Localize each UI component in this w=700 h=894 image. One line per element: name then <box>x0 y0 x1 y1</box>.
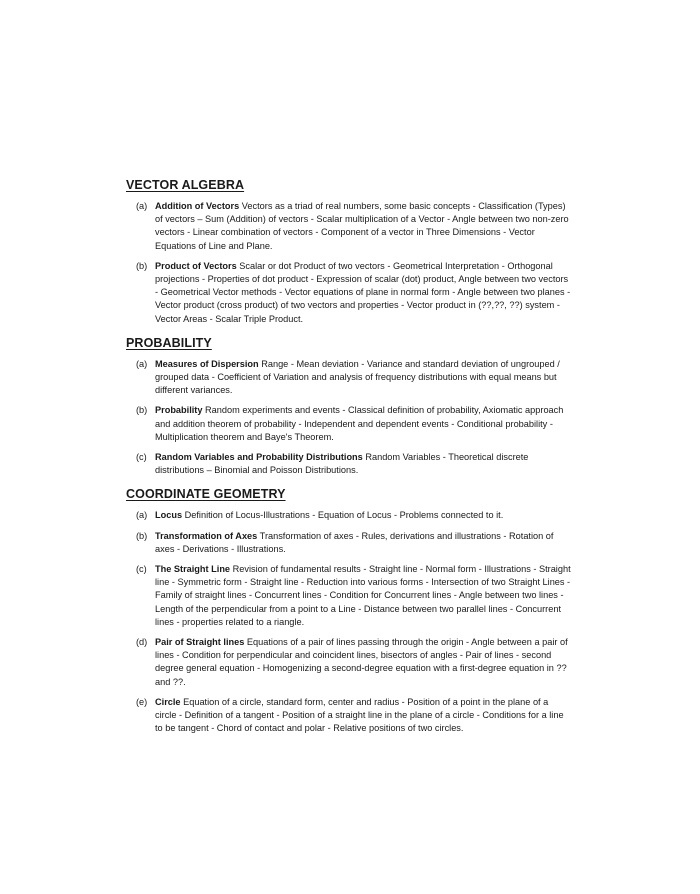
item-text <box>155 260 572 326</box>
section-title: VECTOR ALGEBRA <box>126 178 245 192</box>
list-item <box>126 358 572 398</box>
item-number: (b) <box>136 405 148 416</box>
section-vector-algebra <box>126 178 572 326</box>
item-body: Vectors as a triad of real numbers, some basic concepts - Classification (Types) of vectors – Sum (Addition) of vectors - Scalar multiplication of a Vector - Angle between two non-zero vectors - Linear combination of vectors - Component of a vector in Three Dimensions - Vector Equations of Line and Plane. <box>155 201 569 251</box>
item-heading: Addition of Vectors <box>155 201 240 211</box>
item-number: (b) <box>136 530 148 541</box>
item-text <box>155 636 572 689</box>
list-item <box>126 260 572 326</box>
list-item <box>126 200 572 253</box>
item-number: (c) <box>136 564 147 575</box>
item-text <box>155 563 572 629</box>
item-heading: Product of Vectors <box>155 260 237 271</box>
item-text <box>155 404 572 444</box>
syllabus-page <box>126 178 572 746</box>
item-text <box>155 200 572 253</box>
item-heading: The Straight Line <box>155 564 231 575</box>
item-heading: Measures of Dispersion <box>155 358 259 369</box>
item-number: (d) <box>136 637 148 648</box>
item-body: Equation of a circle, standard form, center and radius - Position of a point in the plane of a circle - Definition of a tangent - Position of a straight line in the plane of a circle - Conditions for a line to be tangent - Chord of contact and polar - Relative positions of two circles. <box>155 696 564 734</box>
item-body: Random Variables - Theoretical discrete distributions – Binomial and Poisson Distributions. <box>155 452 529 476</box>
list-item <box>126 509 572 522</box>
item-number: (a) <box>136 510 148 521</box>
item-number: (a) <box>136 358 148 369</box>
item-text <box>155 358 572 398</box>
list-item <box>126 404 572 444</box>
item-body: Revision of fundamental results - Straight line - Normal form - Illustrations - Straight line - Symmetric form - Straight line - Reduction into various forms - Intersection of two Straight Lines - Family of straight lines - Concurrent lines - Condition for Concurrent lines - Angle between two lines - Length of the perpendicular from a point to a Line - Distance between two parallel lines - Concurrent lines - properties related to a riangle. <box>155 564 571 627</box>
list-item <box>126 636 572 689</box>
section-coordinate-geometry <box>126 487 572 735</box>
item-text <box>155 696 572 736</box>
item-number: (a) <box>136 201 148 211</box>
item-heading: Locus <box>155 510 183 521</box>
item-heading: Probability <box>155 405 203 416</box>
item-number: (c) <box>136 452 147 463</box>
item-body: Range - Mean deviation - Variance and standard deviation of ungrouped / grouped data - Coefficient of Variation and analysis of frequency distributions with equal means but different variances. <box>155 358 560 396</box>
list-item <box>126 530 572 556</box>
item-body: Scalar or dot Product of two vectors - Geometrical Interpretation - Orthogonal projections - Properties of dot product - Expression of scalar (dot) product, Angle between two vectors - Geometrical Vector methods - Vector equations of plane in normal form - Angle between two planes - Vector product (cross product) of two vectors and properties - Vector product in (??,??, ??) system - Vector Areas - Scalar Triple Product. <box>155 260 571 324</box>
item-body: Transformation of axes - Rules, derivations and illustrations - Rotation of axes - Derivations - Illustrations. <box>155 530 554 554</box>
section-probability <box>126 336 572 478</box>
item-body: Random experiments and events - Classical definition of probability, Axiomatic approach and addition theorem of probability - Independent and dependent events - Conditional probability - Multiplication theorem and Baye's Theorem. <box>155 405 564 442</box>
section-title: PROBABILITY <box>126 335 212 350</box>
item-heading: Pair of Straight lines <box>155 637 245 648</box>
section-title: COORDINATE GEOMETRY <box>126 487 286 502</box>
item-body: Definition of Locus-Illustrations - Equation of Locus - Problems connected to it. <box>182 510 504 521</box>
item-number: (b) <box>136 260 148 271</box>
item-body: Equations of a pair of lines passing through the origin - Angle between a pair of lines - Condition for perpendicular and coincident lines, bisectors of angles - Pair of lines - second degree general equation - Homogenizing a second-degree equation with a first-degree equation in ?? and ??. <box>155 637 568 687</box>
item-heading: Transformation of Axes <box>155 530 258 541</box>
item-text <box>155 451 572 477</box>
list-item <box>126 563 572 629</box>
list-item <box>126 696 572 736</box>
item-text <box>155 530 572 556</box>
list-item <box>126 451 572 477</box>
item-heading: Random Variables and Probability Distributions <box>155 452 363 463</box>
item-heading: Circle <box>155 696 181 707</box>
item-text <box>155 509 572 522</box>
item-number: (e) <box>136 696 148 707</box>
